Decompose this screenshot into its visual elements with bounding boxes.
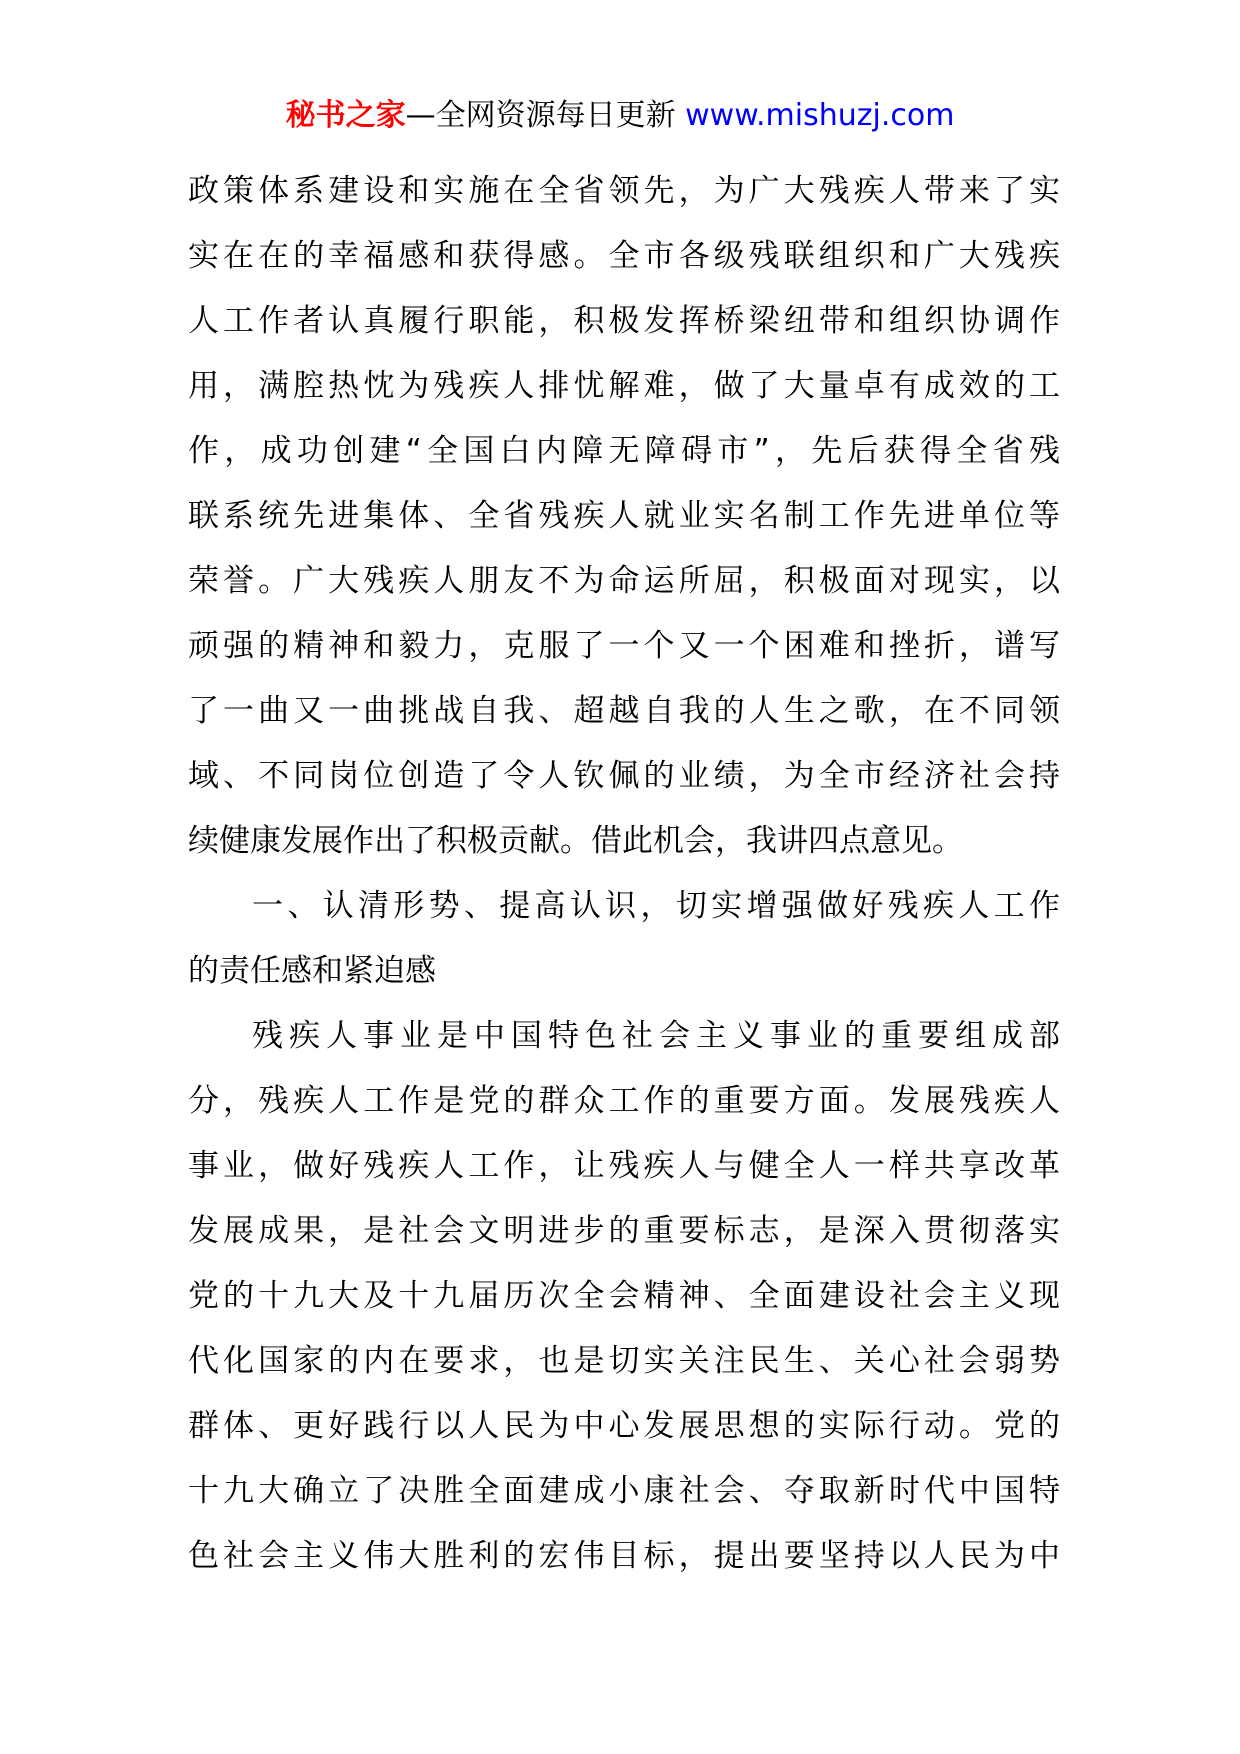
text-line: 作，成功创建“全国白内障无障碍市”，先后获得全省残 [188, 433, 1060, 469]
text-line: 色社会主义伟大胜利的宏伟目标，提出要坚持以人民为中 [188, 1538, 1060, 1574]
text-line: 域、不同岗位创造了令人钦佩的业绩，为全市经济社会持 [188, 758, 1060, 794]
text-line: 发展成果，是社会文明进步的重要标志，是深入贯彻落实 [188, 1213, 1060, 1249]
text-line: 荣誉。广大残疾人朋友不为命运所屈，积极面对现实，以 [188, 563, 1060, 599]
paragraph-1 [188, 159, 1060, 874]
document-body [188, 159, 1060, 1589]
text-line: 人工作者认真履行职能，积极发挥桥梁纽带和组织协调作 [188, 303, 1060, 339]
text-line: 分，残疾人工作是党的群众工作的重要方面。发展残疾人 [188, 1083, 1060, 1119]
page-header [0, 98, 1240, 134]
text-line: 续健康发展作出了积极贡献。借此机会，我讲四点意见。 [188, 823, 963, 859]
header-brand: 秘书之家 [285, 98, 406, 133]
section-heading [188, 874, 1060, 1004]
text-line: 代化国家的内在要求，也是切实关注民生、关心社会弱势 [188, 1343, 1060, 1379]
header-site-link[interactable]: www.mishuzj.com [685, 98, 955, 133]
text-line: 政策体系建设和实施在全省领先，为广大残疾人带来了实 [188, 173, 1060, 209]
text-line: 用，满腔热忱为残疾人排忧解难，做了大量卓有成效的工 [188, 368, 1060, 404]
heading-line: 的责任感和紧迫感 [188, 953, 436, 989]
text-line: 事业，做好残疾人工作，让残疾人与健全人一样共享改革 [188, 1148, 1060, 1184]
text-line: 了一曲又一曲挑战自我、超越自我的人生之歌，在不同领 [188, 693, 1060, 729]
text-line: 顽强的精神和毅力，克服了一个又一个困难和挫折，谱写 [188, 628, 1060, 664]
header-tagline: —全网资源每日更新 [405, 98, 676, 133]
text-line: 残疾人事业是中国特色社会主义事业的重要组成部 [252, 1018, 1060, 1054]
text-line: 群体、更好践行以人民为中心发展思想的实际行动。党的 [188, 1408, 1060, 1444]
heading-line: 一、认清形势、提高认识，切实增强做好残疾人工作 [252, 888, 1060, 924]
text-line: 党的十九大及十九届历次全会精神、全面建设社会主义现 [188, 1278, 1060, 1314]
text-line: 联系统先进集体、全省残疾人就业实名制工作先进单位等 [188, 498, 1060, 534]
paragraph-3 [188, 1004, 1060, 1589]
text-line: 实在在的幸福感和获得感。全市各级残联组织和广大残疾 [188, 238, 1060, 274]
text-line: 十九大确立了决胜全面建成小康社会、夺取新时代中国特 [188, 1473, 1060, 1509]
